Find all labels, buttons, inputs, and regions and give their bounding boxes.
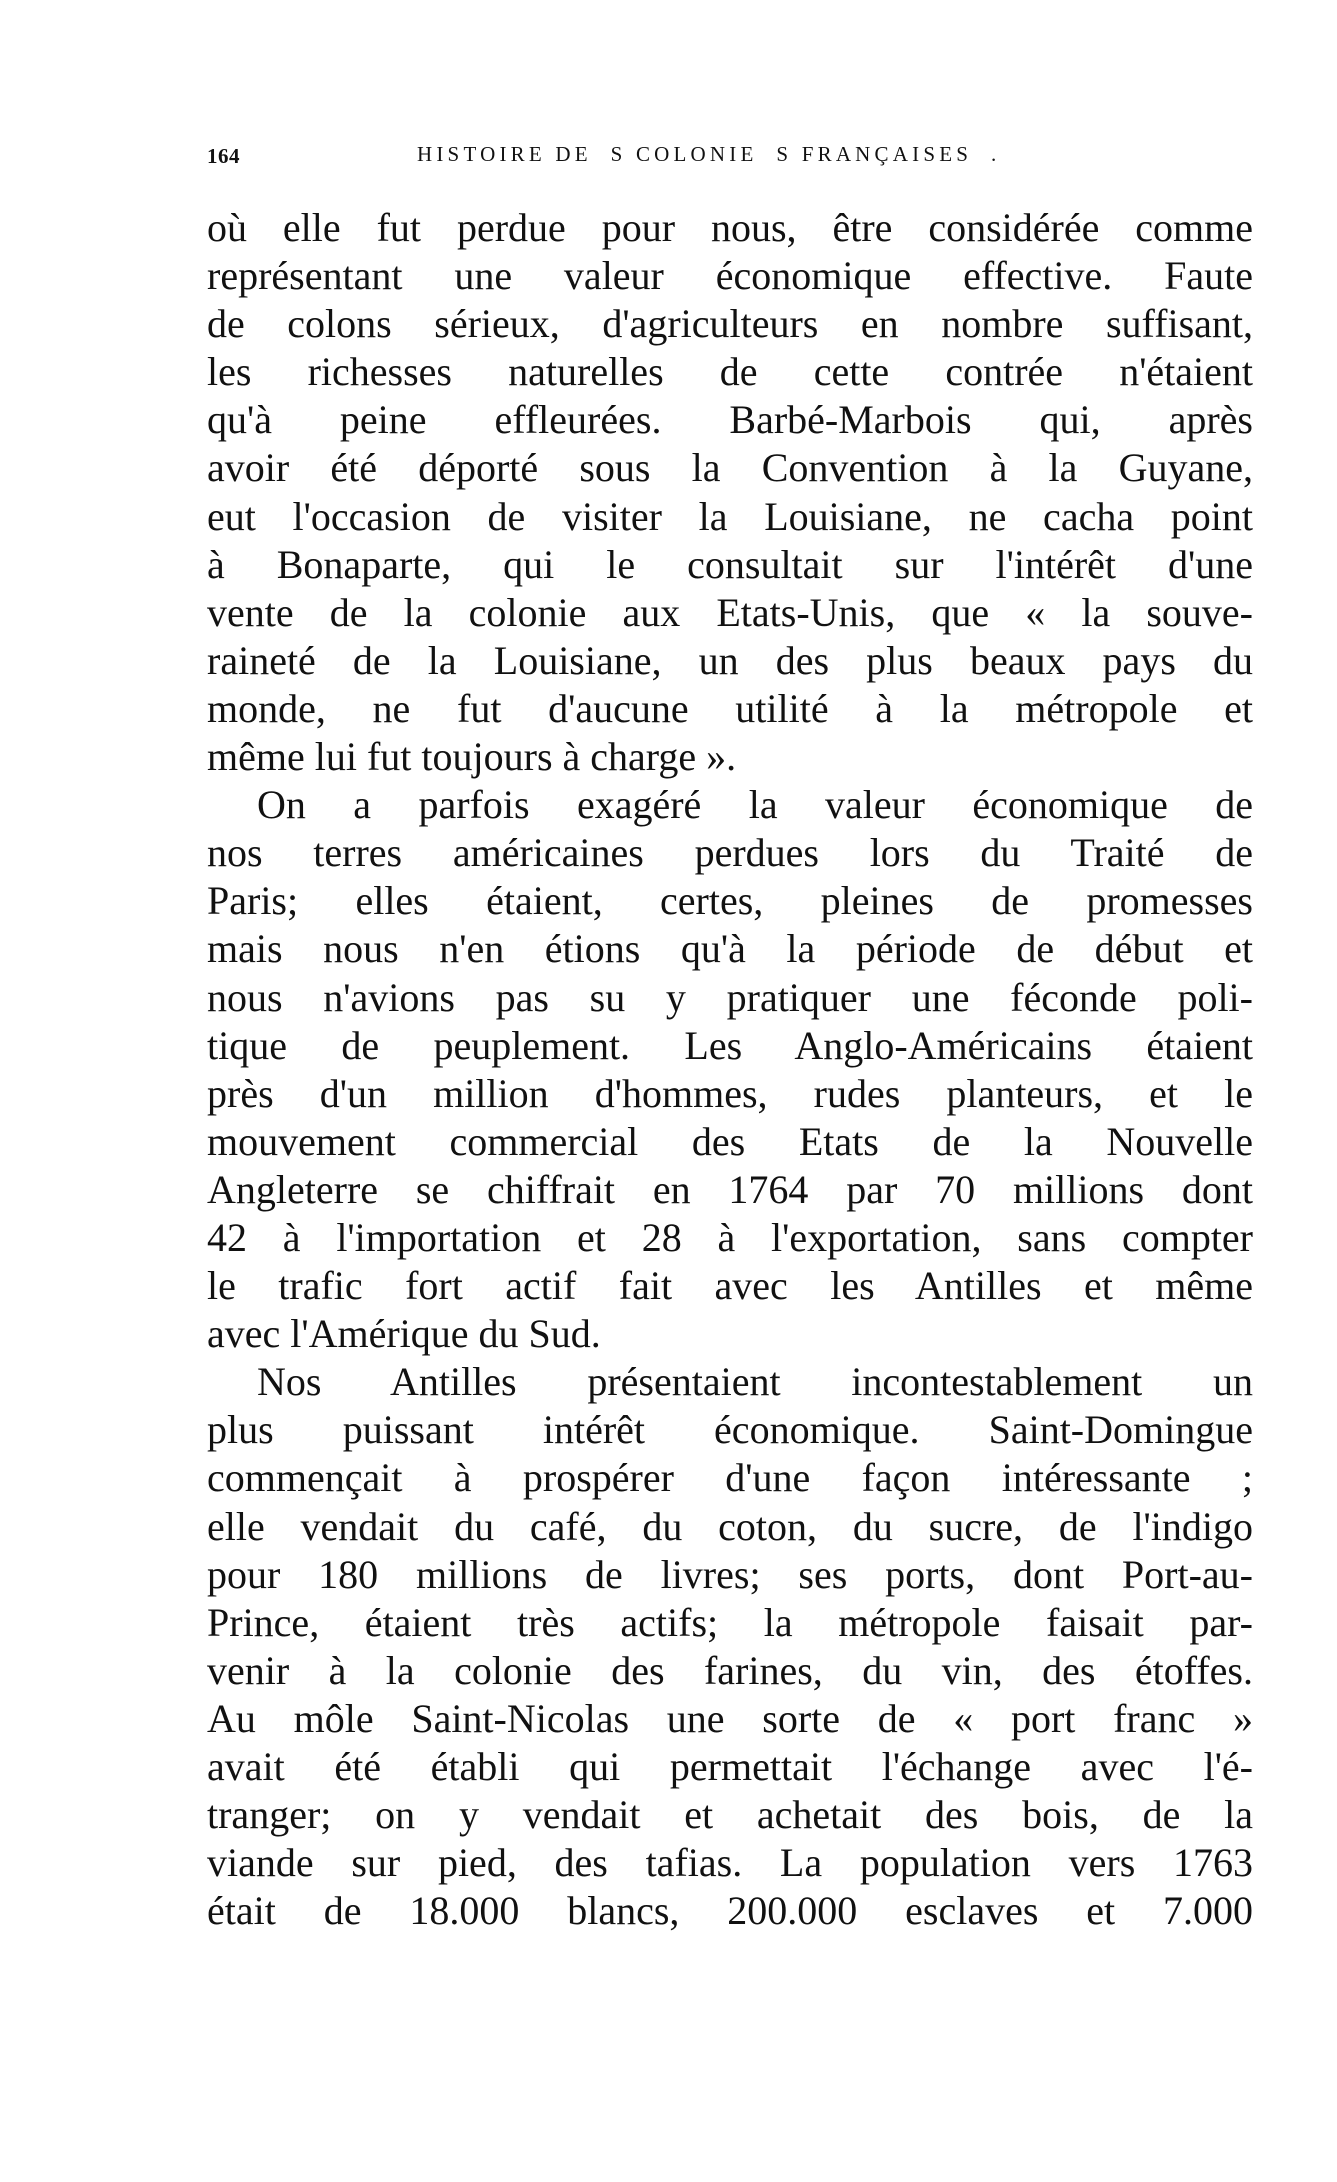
text-line: représentant une valeur économique effective. Faute [207, 253, 1253, 299]
text-line: Paris; elles étaient, certes, pleines de promesses [207, 878, 1253, 924]
text-line: près d'un million d'hommes, rudes planteurs, et le [207, 1070, 1253, 1116]
text-line: à Bonaparte, qui le consultait sur l'intérêt d'une [207, 541, 1253, 587]
text-line: nous n'avions pas su y pratiquer une féconde poli- [207, 974, 1253, 1020]
text-line: monde, ne fut d'aucune utilité à la métropole et [207, 685, 1253, 731]
text-line: On a parfois exagéré la valeur économique de [257, 782, 1253, 828]
text-line: de colons sérieux, d'agriculteurs en nombre suffisant, [207, 301, 1253, 347]
text-line: raineté de la Louisiane, un des plus beaux pays du [207, 637, 1253, 683]
text-line: plus puissant intérêt économique. Saint-Domingue [207, 1407, 1253, 1453]
page-number: 164 [207, 144, 240, 168]
text-line: avoir été déporté sous la Convention à la Guyane, [207, 445, 1253, 491]
text-line: eut l'occasion de visiter la Louisiane, ne cacha point [207, 493, 1253, 539]
text-line: Au môle Saint-Nicolas une sorte de « port franc » [207, 1695, 1253, 1741]
text-line: pour 180 millions de livres; ses ports, dont Port-au- [207, 1551, 1253, 1597]
text-line: les richesses naturelles de cette contrée n'étaient [207, 349, 1253, 395]
text-line: nos terres américaines perdues lors du Traité de [207, 830, 1253, 876]
text-line: le trafic fort actif fait avec les Antilles et même [207, 1263, 1253, 1309]
text-line: avec l'Amérique du Sud. [207, 1311, 601, 1357]
text-line: Angleterre se chiffrait en 1764 par 70 millions dont [207, 1166, 1253, 1212]
text-line: viande sur pied, des tafias. La population vers 1763 [207, 1840, 1253, 1886]
text-line: 42 à l'importation et 28 à l'exportation, sans compter [207, 1214, 1253, 1260]
text-line: Prince, étaient très actifs; la métropole faisait par- [207, 1599, 1253, 1645]
paragraph [207, 781, 1253, 1358]
paragraph [207, 204, 1253, 781]
text-line: avait été établi qui permettait l'échange avec l'é- [207, 1744, 1253, 1789]
text-line: vente de la colonie aux Etats-Unis, que « la souve- [207, 589, 1253, 635]
text-line: Nos Antilles présentaient incontestablement un [257, 1359, 1253, 1405]
text-line: elle vendait du café, du coton, du sucre, de l'indigo [207, 1503, 1253, 1549]
text-line: qu'à peine effleurées. Barbé-Marbois qui, après [207, 397, 1253, 443]
text-line: mais nous n'en étions qu'à la période de début et [207, 926, 1253, 972]
text-line: était de 18.000 blancs, 200.000 esclaves et 7.000 [207, 1888, 1253, 1934]
body-text [207, 204, 1253, 1935]
text-line: même lui fut toujours à charge ». [207, 734, 737, 780]
text-line: venir à la colonie des farines, du vin, des étoffes. [207, 1647, 1253, 1693]
text-line: commençait à prospérer d'une façon intéressante ; [207, 1455, 1253, 1501]
running-title: HISTOIRE DE S COLONIE S FRANÇAISES . [417, 142, 1001, 166]
text-line: tranger; on y vendait et achetait des bois, de la [207, 1792, 1253, 1838]
text-line: où elle fut perdue pour nous, être considérée comme [207, 205, 1253, 250]
paragraph [207, 1358, 1253, 1935]
running-head [207, 140, 1247, 172]
text-line: mouvement commercial des Etats de la Nouvelle [207, 1118, 1253, 1164]
text-line: tique de peuplement. Les Anglo-Américains étaient [207, 1022, 1253, 1068]
